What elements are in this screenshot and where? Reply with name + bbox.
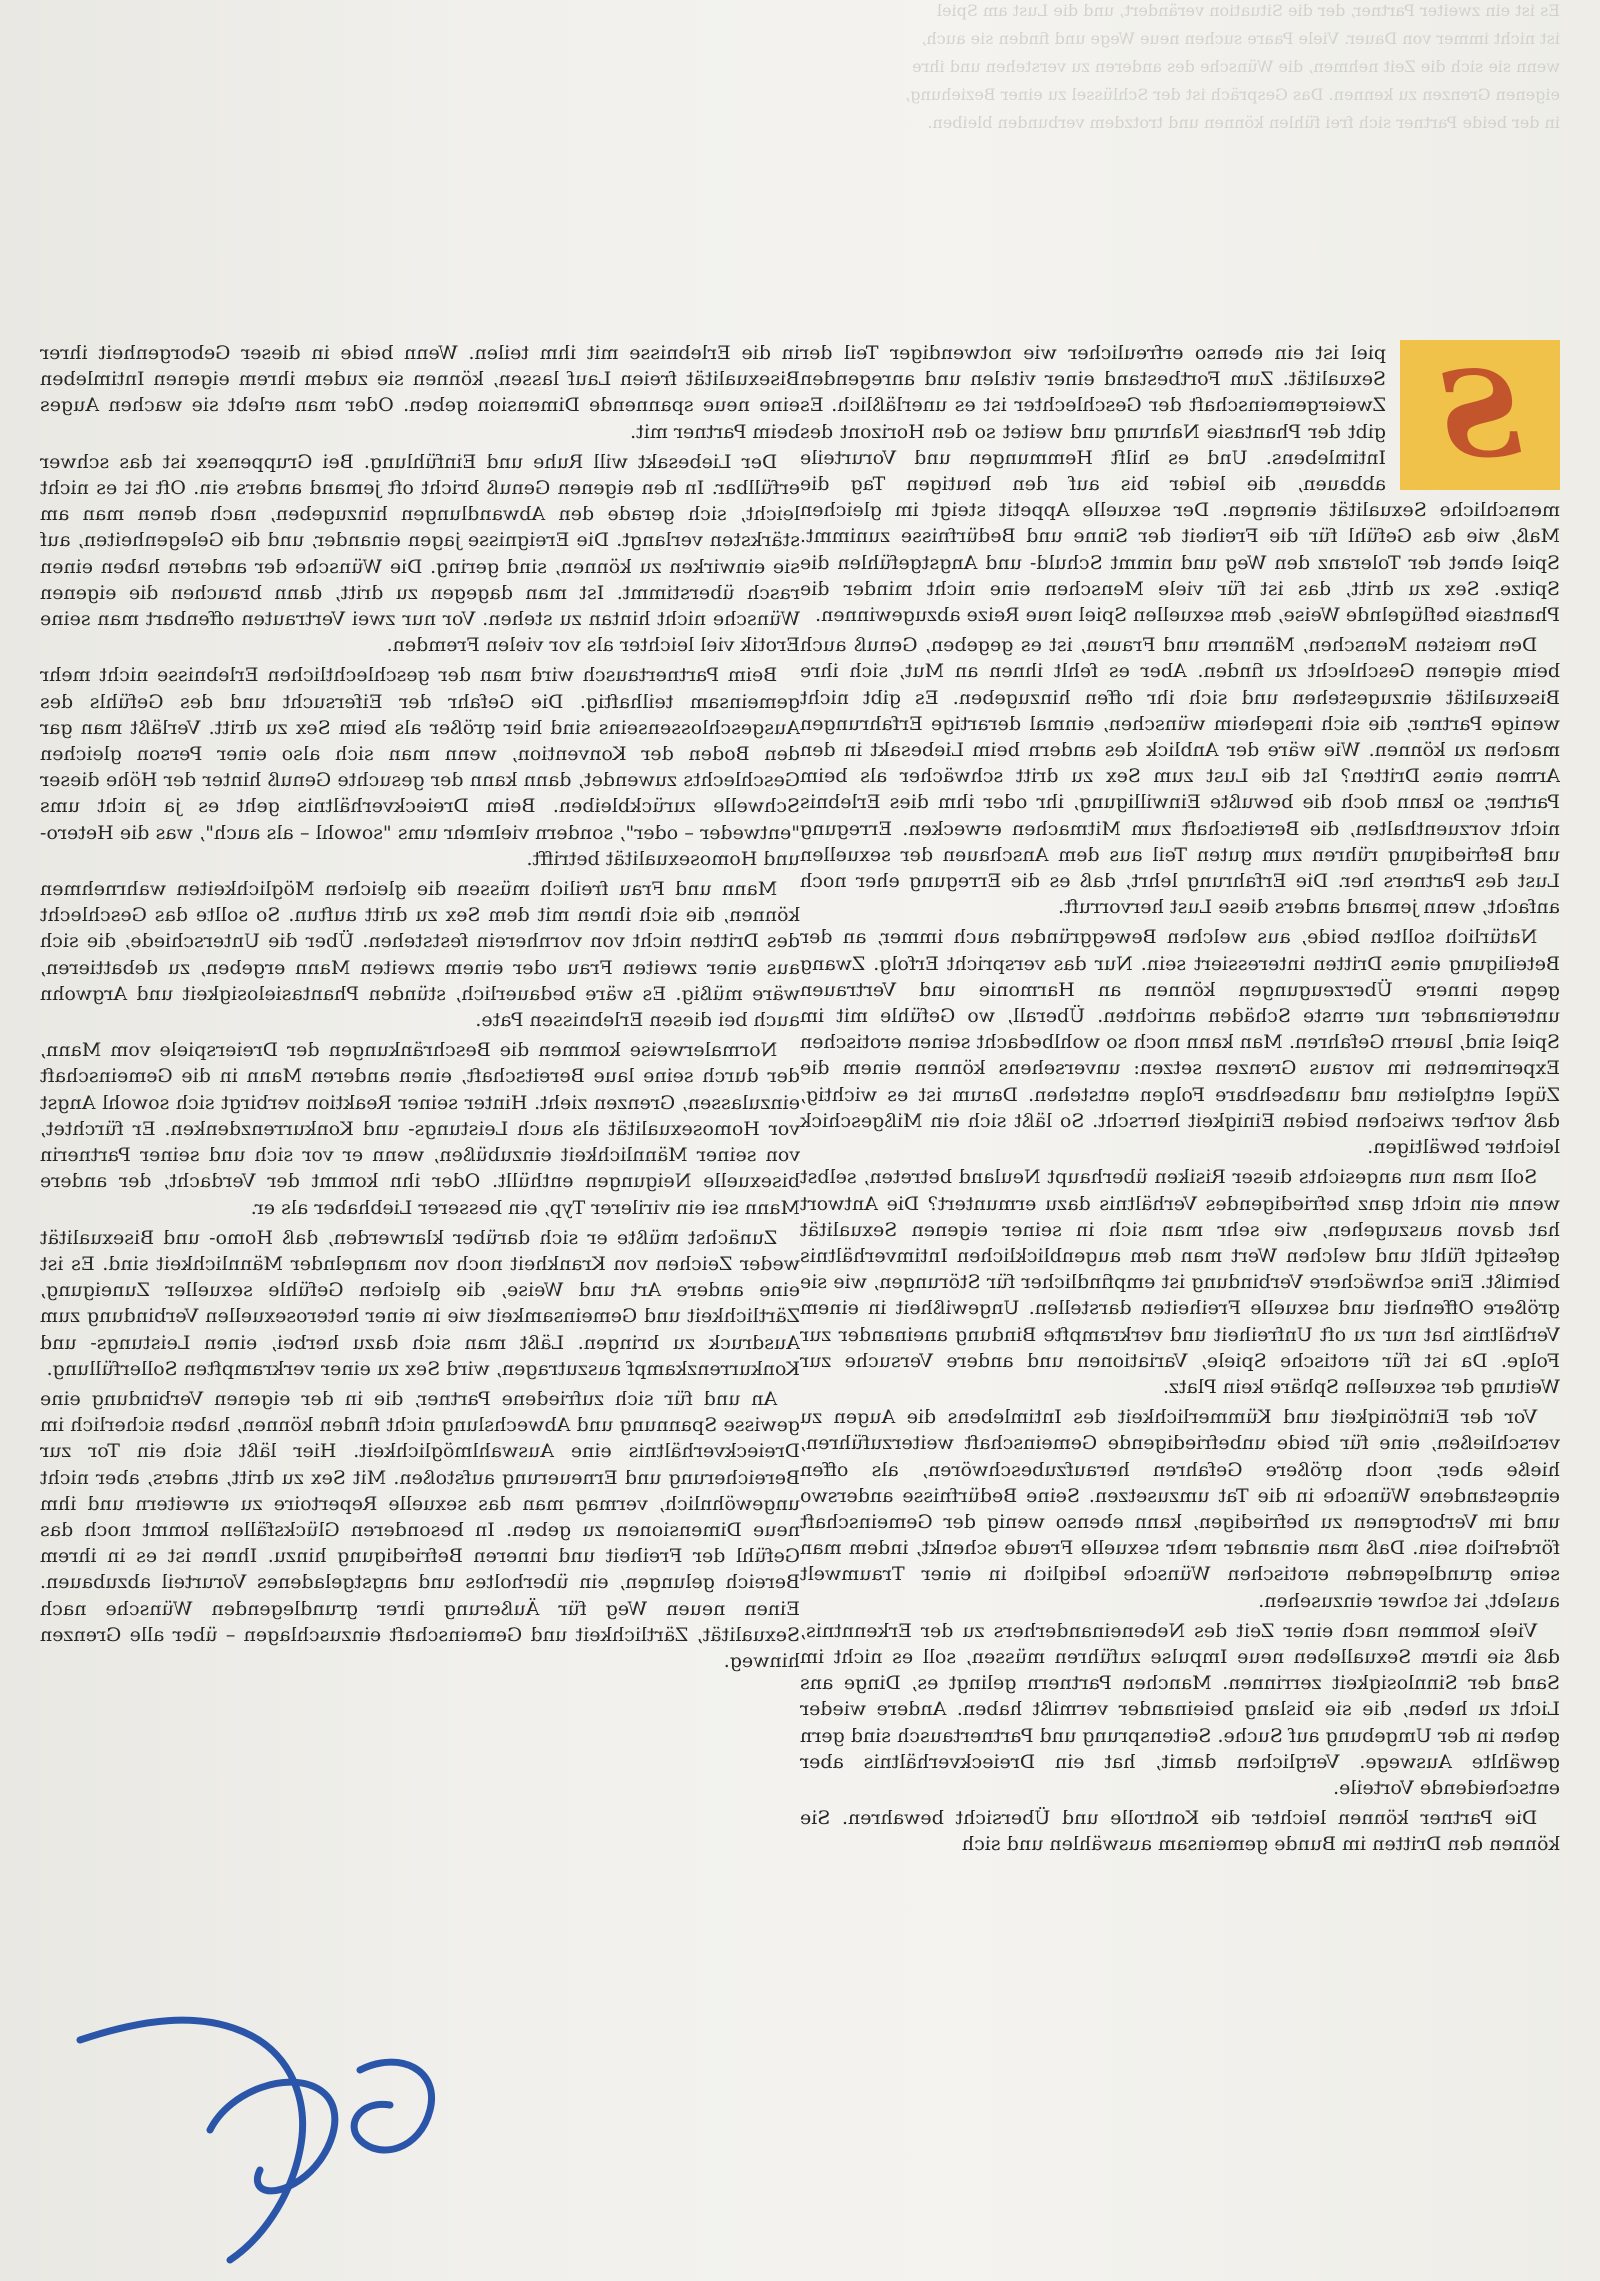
paragraph: Mann und Frau freilich müssen die gleichen Möglichkeiten wahrnehmen können, die sich ihnen mit dem Sex zu dritt auftun. So sollte das Geschlecht des Dritten nicht von vornherein feststehen. Über die Unterschiede, die sich aus einer zweiten Frau oder einem zweiten Mann ergeben, zu debattieren, wäre müßig. Es wäre bedauerlich, stünden Phantasielosigkeit und Argwohn auch bei diesen Erlebnissen Pate.: [40, 878, 800, 1032]
bleed-line: wenn sie sich die Zeit nehmen, die Wünsche des anderen zu verstehen und ihre: [912, 57, 1560, 76]
dropcap-box: [1400, 340, 1560, 490]
bleed-line: ist nicht immer von Dauer. Viele Paare suchen neue Wege und finden sie auch,: [921, 29, 1560, 48]
signature-stroke: [80, 2020, 303, 2260]
bleed-through-text: [600, 0, 1560, 330]
bleed-line: in der beide Partner sich frei fühlen können und trotzdem verbunden bleiben.: [927, 113, 1560, 132]
paragraph: in die Erlebnisse mit ihm teilen. Wenn beide in dieser Geborgenheit ihrer Bisexualität freien Lauf lassen, können sie zudem ihrem eigenen Intimleben eine neue spannende Dimension geben. Oder man erlebt sie wachen Auges beim Partner mit.: [40, 342, 800, 443]
paragraph: piel ist ein ebenso erfreulicher wie notwendiger Teil der Sexualität. Zum Fortbestand einer vitalen und anregenden Zweiergemeinschaft der Geschlechter ist es unerläßlich. Es gibt der Phantasie Nahrung und weitet so den Horizont des Intimlebens. Und es hilft Hemmungen und Vorurteile abbauen, die leider bis auf den heutigen Tag die menschliche Sexualität einengen. Der sexuelle Appetit steigt im gleichen Maß, wie das Gefühl für die Freiheit der Sinne und Bedürfnisse zunimmt. Spiel ebnet der Toleranz den Weg und nimmt Schuld- und Angstgefühlen die Spitze. Sex zu dritt, das ist für viele Menschen eine nicht minder die Phantasie beflügelnde Weise, dem sexuellen Spiel neue Reize abzugewinnen.: [800, 342, 1560, 627]
paragraph: Natürlich sollten beide, aus welchen Beweggründen auch immer, an der Beteiligung eines Dritten interessiert sein. Nur das verspricht Erfolg. Zwang gegen innere Überzeugungen können an Harmonie und Vertrauen untereinander nur ernste Schäden anrichten. Überall, wo Gefühle mit im Spiel sind, lauern Gefahren. Man kann noch so wohlbedacht seinen erotischen Experimenten im voraus Grenzen setzen: unversehens können einem die Zügel entgleiten und unabsehbare Folgen entstehen. Darum ist es wichtig, daß vorher zwischen beiden Einigkeit herrscht. So läßt sich ein Mißgeschick leichter bewältigen.: [800, 926, 1560, 1159]
paragraph: Zunächst müßte er sich darüber klarwerden, daß Homo- und Bisexualität weder Zeichen von Krankheit noch von mangelnder Männlichkeit sind. Es ist eine andere Art und Weise, die gleichen Gefühle sexueller Zuneigung, Zärtlichkeit und Gemeinsamkeit wie in einer heterosexuellen Verbindung zum Ausdruck zu bringen. Läßt man sich dazu herbei, einen Leistungs- und Konkurrenzkampf auszutragen, wird Sex zu einer verkrampften Sollerfüllung.: [40, 1226, 800, 1380]
paragraph: Normalerweise kommen die Beschränkungen der Dreierspiele vom Mann, der durch seine laue Bereitschaft, einen anderen Mann in die Gemeinschaft einzulassen, Grenzen zieht. Hinter seiner Reaktion verbirgt sich sowohl Angst vor Homosexualität als auch Leistungs- und Konkurrenzdenken. Er fürchtet, von seiner Männlichkeit einzubüßen, wenn er vor sich und seiner Partnerin bisexuelle Neigungen enthüllt. Oder ihn kommt der Verdacht, der andere Mann sei ein virilerer Typ, ein besserer Liebhaber als er.: [40, 1039, 800, 1219]
paragraph: Der Liebesakt will Ruhe und Einfühlung. Bei Gruppensex ist das schwer erfüllbar. In den eigenen Genuß bricht oft jemand anders ein. Oft ist es nicht leicht, sich gerade den Abwandlungen hinzugeben, nach denen man am stärksten verlangt. Die Ereignisse jagen einander, und die Gelegenheiten, auf sie einwirken zu können, sind gering. Die Wünsche der anderen haben einen rasch überstimmt. Ist man dagegen zu dritt, dann brauchen die eigenen Wünsche nicht hintan zu stehen. Vor nur zwei Vertrauten offenbart man seine Erotik viel leichter als vor vielen Fremden.: [40, 450, 800, 657]
signature-stroke: [210, 2082, 335, 2191]
dropcap-letter: S: [1437, 345, 1523, 484]
paragraph: An und für sich zufriedene Partner, die in der eigenen Verbindung eine gewisse Spannung und Abwechslung nicht finden können, haben sicherlich im Dreieckverhältnis eine Auswahlmöglichkeit. Hier läßt sich ein Tor zur Bereicherung und Erneuerung aufstoßen. Mit Sex zu dritt, anders, aber nicht ungewöhnlich, vermag man das sexuelle Repertoire zu erweitern und ihm neue Dimensionen zu geben. In besonderen Glücksfällen kommt noch das Gefühl der Freiheit und inneren Befriedigung hinzu. Ihnen ist es in ihrem Bereich gelungen, ein überholtes und angstgeladenes Vorurteil abzubauen. Einen neuen Weg für Äußerung ihrer grundlegenden Wünsche nach Sexualität, Zärtlichkeit und Gemeinschaft einzuschlagen – über alle Grenzen hinweg.: [40, 1387, 800, 1672]
paragraph: Beim Partnertausch wird man der geschlechtlichen Erlebnisse nicht mehr gemeinsam teilhaftig. Die Gefahr der Eifersucht und des Gefühls des Ausgeschlossenseins sind hier größer als beim Sex zu dritt. Verläßt man gar den Boden der Konvention, wenn man sich also einer Person gleichen Geschlechts zuwendet, dann kann der gesuchte Genuß hinter der Höhe dieser Schwelle zurückbleiben. Beim Dreieckverhältnis geht es ja nicht ums "entweder – oder", sondern vielmehr ums "sowohl – als auch", was die Hetero- und Homosexualität betrifft.: [40, 664, 800, 870]
signature-stroke: [354, 2062, 431, 2150]
handwritten-signature: [60, 1980, 480, 2270]
paragraph: Viele kommen nach einer Zeit des Nebeneinanderhers zu der Erkenntnis, daß sie ihrem Sexualleben neue Impulse zuführen müssen, soll es nicht im Sand der Sinnlosigkeit zerrinnen. Manchen Partnern gelingt es, Dinge ans Licht zu heben, die sie bislang beieinander vermißt haben. Andere wieder gehen in der Umgebung auf Suche. Seitensprung und Partnertausch sind gern gewählte Auswege. Verglichen damit, hat ein Dreieckverhältnis aber entscheidende Vorteile.: [800, 1619, 1560, 1799]
right-column: [800, 340, 1560, 2270]
paragraph: Den meisten Menschen, Männern und Frauen, ist es gegeben, Genuß auch beim eigenen Geschlecht zu finden. Aber es fehlt ihnen an Mut, sich ihre Bisexualität einzugestehen und sich ihr offen hinzugeben. Es gibt nicht wenige Partner, die sich insgeheim wünschen, einmal derartige Erfahrungen machen zu können. Wie wäre der Anblick des andern beim Liebesakt in den Armen eines Dritten? Ist die Lust zum Sex zu dritt schwächer als beim Partner, so kann doch die bewußte Einwilligung, ihr oder ihm dies Erlebnis nicht vorzuenthalten, die Bereitschaft zum Mitmachen erwecken. Erregung und Befriedigung rühren zum guten Teil aus dem Anschauen der sexuellen Lust des Partners her. Die Erfahrung lehrt, daß es die Erregung eher noch anfacht, wenn jemand anders diese Lust hervorruft.: [800, 634, 1560, 919]
bleed-line: Es ist ein zweiter Partner, der die Situation verändert, und die Lust am Spiel: [936, 1, 1560, 20]
paragraph: Soll man nun angesichts dieser Risiken überhaupt Neuland betreten, selbst wenn ein nicht ganz befriedigendes Verhältnis dazu ermuntert? Die Antwort hat davon auszugehen, wie sehr man sich in seiner eigenen Sexualität gefestigt fühlt und welchen Wert man dem augenblicklichen Intimverhältnis beimißt. Eine schwächere Verbindung ist empfindlicher für Störungen, wie sie größere Offenheit und sexuelle Freiheiten darstellen. Ungewißheit in einem Verhältnis hat nur zu oft Unfreiheit und verkrampfte Bindung aneinander zur Folge. Da ist für erotische Spiele, Variationen und andere Versuche zur Weitung der sexuellen Sphäre kein Platz.: [800, 1166, 1560, 1398]
left-column: [40, 340, 800, 2250]
paragraph: Die Partner können leichter die Kontrolle und Übersicht bewahren. Sie können den Dritten im Bunde gemeinsam auswählen und sich: [800, 1807, 1560, 1856]
paragraph: Vor der Eintönigkeit und Kümmerlichkeit des Intimlebens die Augen zu verschließen, eine für beide unbefriedigende Gemeinschaft weiterzuführen, hieße aber, noch größere Gefahren heraufzubeschwören, als offen eingestandene Wünsche in die Tat umzusetzen. Seine Bedürfnisse anderswo und im Verborgenen zu befriedigen, kann ebenso wenig der Gemeinschaft förderlich sein. Daß man einander mehr sexuelle Freude schenkt, indem man seine grundlegenden erotischen Wünsche lediglich in einer Traumwelt auslebt, ist schwer einzusehen.: [800, 1406, 1560, 1612]
bleed-line: eigenen Grenzen zu kennen. Das Gespräch ist der Schlüssel zu einer Beziehung,: [905, 85, 1560, 104]
